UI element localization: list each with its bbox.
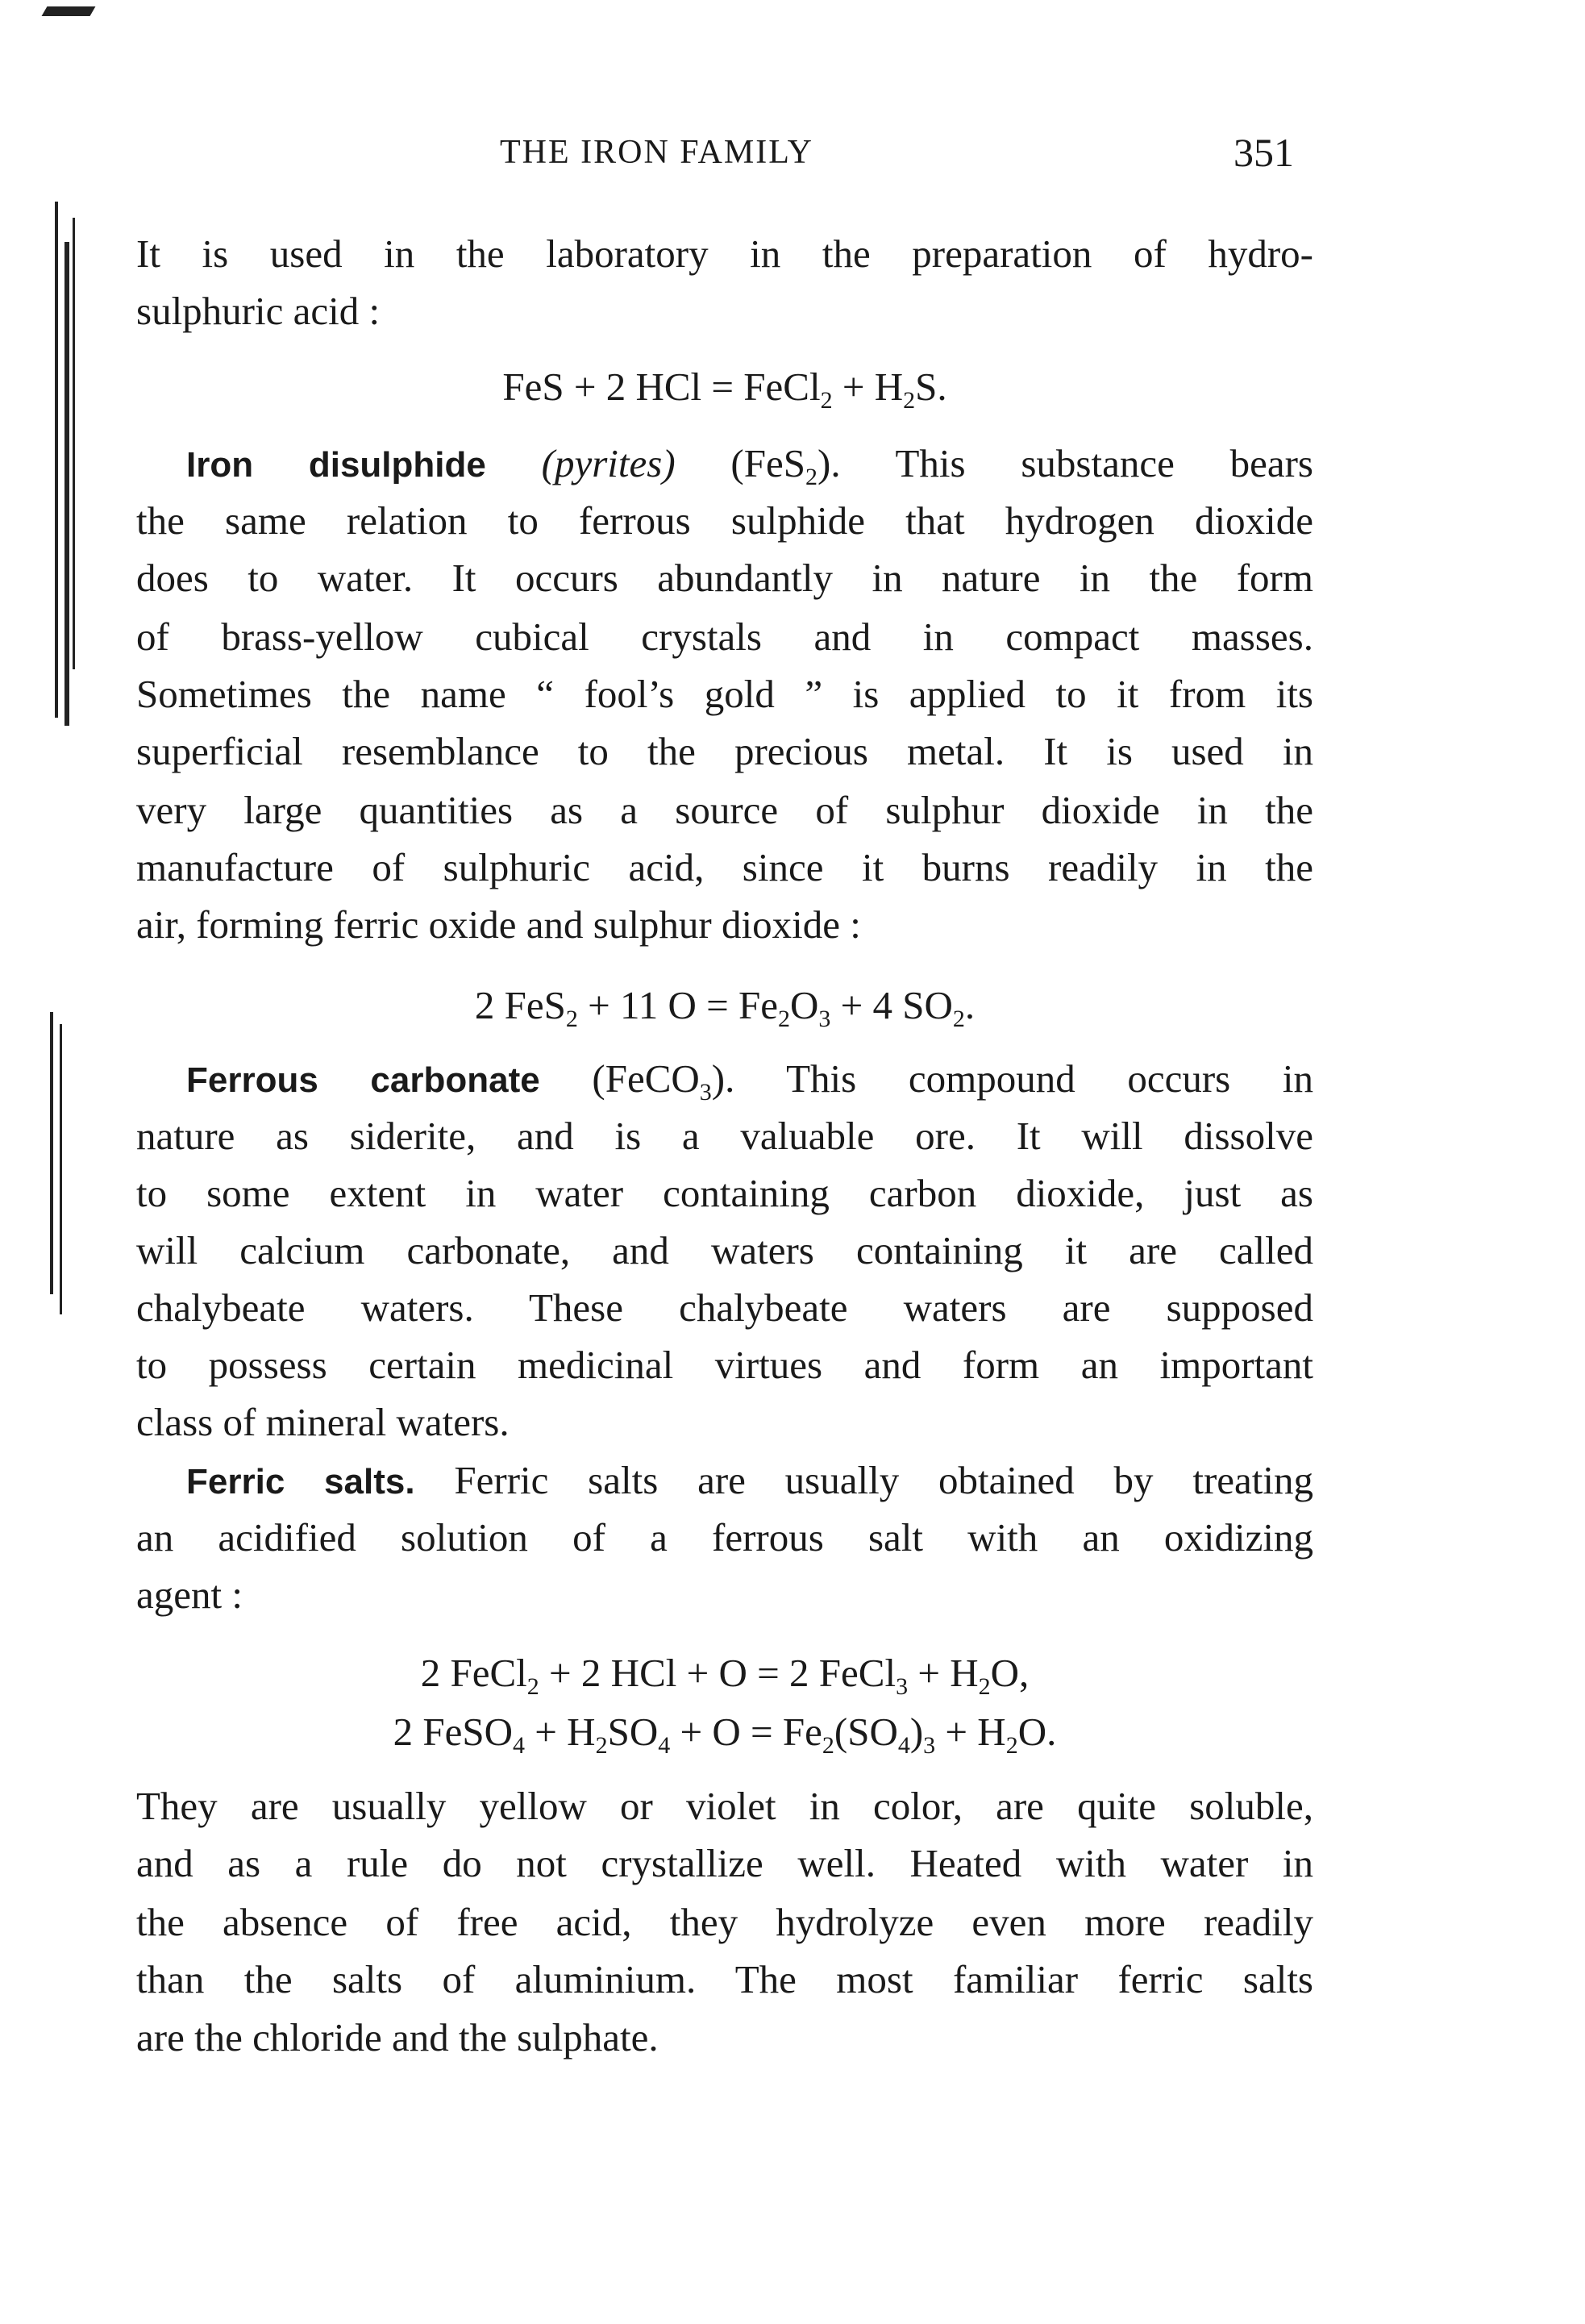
- formula-sub: 2: [805, 464, 817, 490]
- equation: [136, 363, 1313, 414]
- text-line: does to water. It occurs abundantly in nature in the form: [136, 556, 1313, 600]
- eq-sub: 2: [777, 1006, 790, 1032]
- scan-margin-line: [50, 1012, 53, 1294]
- scan-margin-line: [55, 202, 58, 718]
- scan-margin-line: [60, 1024, 62, 1314]
- equation: [136, 1708, 1313, 1759]
- eq-part: + 11 O = Fe: [577, 983, 778, 1027]
- eq-sub: 4: [897, 1732, 910, 1759]
- text-line: superficial resemblance to the precious metal. It is used in: [136, 729, 1313, 773]
- scan-margin-line: [64, 242, 69, 726]
- eq-part: FeS + 2 HCl = FeCl: [502, 364, 821, 409]
- formula: (FeS: [730, 441, 805, 485]
- eq-part: + H: [525, 1710, 596, 1754]
- text-line: nature as siderite, and is a valuable ore. It will dissolve: [136, 1114, 1313, 1158]
- eq-part: O,: [990, 1651, 1030, 1695]
- section-heading: Ferric salts.: [186, 1462, 415, 1501]
- eq-sub: 2: [903, 387, 916, 414]
- eq-part: + H: [832, 364, 904, 409]
- eq-part: .: [964, 983, 976, 1027]
- eq-sub: 2: [565, 1006, 578, 1032]
- eq-part: S.: [915, 364, 947, 409]
- text-line: are the chloride and the sulphate.: [136, 2015, 659, 2060]
- scan-corner-mark: [42, 6, 96, 16]
- scan-margin-line: [73, 218, 75, 669]
- paragraph-first-line: [186, 1456, 1313, 1505]
- eq-part: 2 FeS: [474, 983, 566, 1027]
- text-line: the same relation to ferrous sulphide that hydrogen dioxide: [136, 498, 1313, 543]
- eq-part: + O = Fe: [670, 1710, 822, 1754]
- text: ). This substance bears: [817, 441, 1314, 485]
- text-line: Sometimes the name “ fool’s gold ” is applied to it from its: [136, 672, 1313, 716]
- section-heading: Iron disulphide: [186, 445, 486, 485]
- eq-part: O.: [1017, 1710, 1057, 1754]
- paragraph-first-line: [186, 439, 1313, 488]
- eq-sub: 3: [818, 1006, 831, 1032]
- equation: [136, 1649, 1313, 1700]
- text-line: to some extent in water containing carbon dioxide, just as: [136, 1171, 1313, 1215]
- eq-sub: 2: [978, 1673, 991, 1700]
- text-line: to possess certain medicinal virtues and form an important: [136, 1343, 1313, 1387]
- eq-sub: 3: [923, 1732, 936, 1759]
- eq-part: + 4 SO: [830, 983, 953, 1027]
- text: ). This compound occurs in: [711, 1056, 1314, 1101]
- text-line: than the salts of aluminium. The most familiar ferric salts: [136, 1957, 1313, 2001]
- eq-sub: 2: [822, 1732, 834, 1759]
- eq-part: (SO: [834, 1710, 898, 1754]
- text-line: chalybeate waters. These chalybeate waters are supposed: [136, 1285, 1313, 1330]
- eq-sub: 2: [952, 1006, 965, 1032]
- section-heading: Ferrous carbonate: [186, 1060, 540, 1100]
- eq-sub: 4: [658, 1732, 671, 1759]
- eq-sub: 2: [595, 1732, 608, 1759]
- text-line: They are usually yellow or violet in color, are quite soluble,: [136, 1784, 1313, 1828]
- eq-sub: 2: [820, 387, 833, 414]
- text-line: manufacture of sulphuric acid, since it burns readily in the: [136, 845, 1313, 889]
- italic-term: (pyrites): [541, 441, 676, 485]
- text-line: agent :: [136, 1572, 243, 1617]
- formula: (FeCO: [592, 1056, 700, 1101]
- eq-part: ): [909, 1710, 924, 1754]
- eq-sub: 3: [896, 1673, 909, 1700]
- text-line: and as a rule do not crystallize well. Heated with water in: [136, 1841, 1313, 1885]
- eq-part: + H: [935, 1710, 1006, 1754]
- eq-sub: 2: [526, 1673, 539, 1700]
- running-header: THE IRON FAMILY: [500, 134, 813, 171]
- text-line: very large quantities as a source of sulphur dioxide in the: [136, 788, 1313, 832]
- eq-part: 2 FeSO: [393, 1710, 514, 1754]
- eq-part: O: [789, 983, 819, 1027]
- text-line: It is used in the laboratory in the preparation of hydro-: [136, 231, 1313, 276]
- page-number: 351: [1233, 130, 1294, 175]
- text-line: of brass-yellow cubical crystals and in compact masses.: [136, 614, 1313, 659]
- text-line: will calcium carbonate, and waters containing it are called: [136, 1228, 1313, 1272]
- text-line: an acidified solution of a ferrous salt with an oxidizing: [136, 1515, 1313, 1560]
- formula-sub: 3: [699, 1079, 712, 1106]
- equation: [136, 981, 1313, 1030]
- eq-part: + H: [908, 1651, 979, 1695]
- text: Ferric salts are usually obtained by treating: [454, 1458, 1313, 1502]
- text-line: sulphuric acid :: [136, 289, 381, 333]
- eq-sub: 4: [513, 1732, 526, 1759]
- eq-part: + 2 HCl + O = 2 FeCl: [539, 1651, 897, 1695]
- eq-sub: 2: [1005, 1732, 1018, 1759]
- eq-part: 2 FeCl: [420, 1651, 527, 1695]
- paragraph-first-line: [186, 1055, 1314, 1106]
- eq-part: SO: [607, 1710, 659, 1754]
- text-line: the absence of free acid, they hydrolyze even more readily: [136, 1900, 1313, 1944]
- text-line: air, forming ferric oxide and sulphur dioxide :: [136, 902, 861, 947]
- text-line: class of mineral waters.: [136, 1400, 510, 1444]
